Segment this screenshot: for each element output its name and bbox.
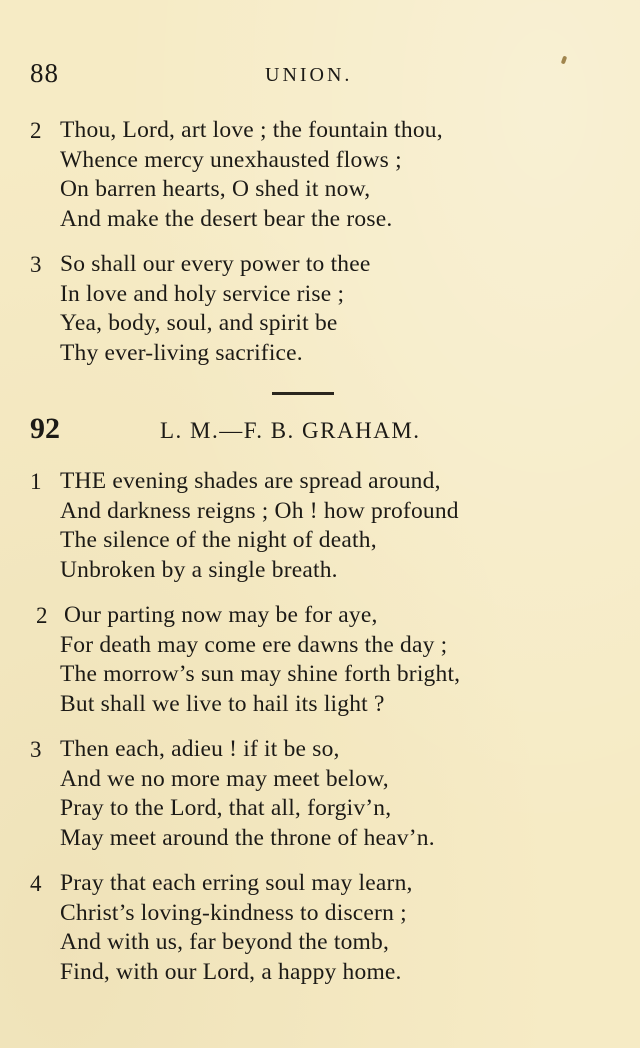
verse-line: And darkness reigns ; Oh ! how profound [60, 497, 459, 524]
verse-line: Our parting now may be for aye, [64, 602, 378, 628]
verse-line: The silence of the night of death, [60, 527, 377, 553]
stanza-number: 3 [30, 737, 42, 762]
verse-line: Find, with our Lord, a happy home. [60, 958, 402, 985]
verse-line: Unbroken by a single breath. [60, 556, 338, 583]
verse-line: May meet around the throne of heav’n. [60, 824, 435, 851]
verse-line: Thou, Lord, art love ; the fountain thou, [60, 117, 443, 143]
verse-line: So shall our every power to thee [60, 251, 371, 277]
stanza-number: 2 [30, 118, 42, 143]
hymn-meter-author: L. M.—F. B. GRAHAM. [160, 418, 421, 443]
verse-line: And make the desert bear the rose. [60, 205, 393, 232]
verse-line: Whence mercy unexhausted flows ; [60, 146, 402, 173]
verse-line: On barren hearts, O shed it now, [60, 176, 371, 202]
verse-line: Pray to the Lord, that all, forgiv’n, [60, 795, 392, 821]
verse-line: And with us, far beyond the tomb, [60, 929, 390, 955]
verse-line: In love and holy service rise ; [60, 280, 345, 307]
section-divider [272, 392, 334, 395]
hymn-header [30, 412, 590, 452]
verse-line: Pray that each erring soul may learn, [60, 870, 413, 896]
verse-line: Then each, adieu ! if it be so, [60, 736, 340, 762]
stanza-number: 3 [30, 252, 42, 277]
verse-line: The morrow’s sun may shine forth bright, [60, 661, 461, 687]
verse-line: And we no more may meet below, [60, 765, 389, 792]
verse-line: Yea, body, soul, and spirit be [60, 310, 338, 336]
verse-line: But shall we live to hail its light ? [60, 690, 385, 717]
verse-line: Thy ever-living sacrifice. [60, 339, 303, 366]
running-head [30, 58, 590, 94]
hymn-number: 92 [30, 412, 60, 445]
running-title: UNION. [265, 64, 353, 86]
verse-line: THE evening shades are spread around, [60, 468, 441, 494]
page-number: 88 [30, 58, 59, 88]
stanza-number: 2 [36, 603, 48, 628]
verse-line: For death may come ere dawns the day ; [60, 631, 448, 658]
verse-line: Christ’s loving-kindness to discern ; [60, 899, 407, 926]
stanza-number: 4 [30, 871, 42, 896]
stanza-number: 1 [30, 469, 42, 494]
